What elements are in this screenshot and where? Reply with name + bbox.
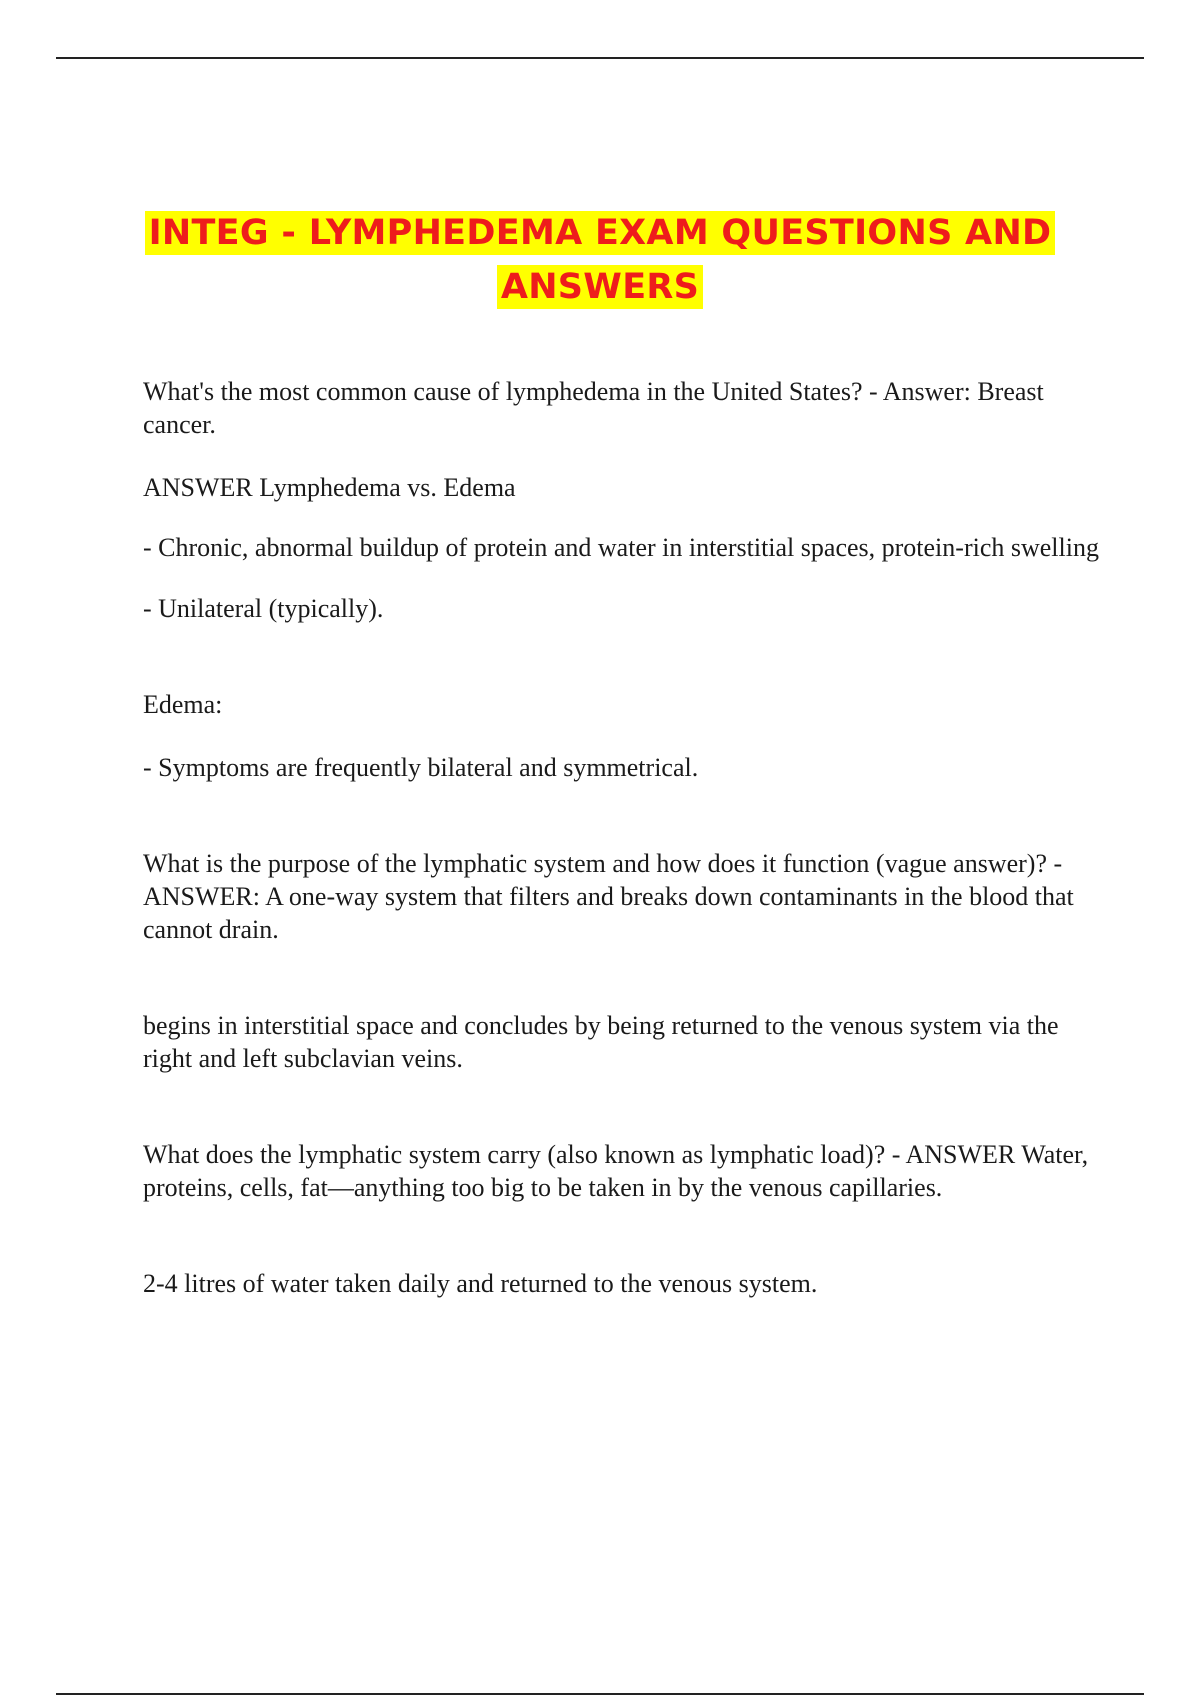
lymphedema-vs-edema-heading: ANSWER Lymphedema vs. Edema [143,473,516,502]
document-title-line-1: INTEG - LYMPHEDEMA EXAM QUESTIONS AND [145,211,1056,255]
lymphedema-unilateral: - Unilateral (typically). [143,594,384,623]
lymphedema-definition: - Chronic, abnormal buildup of protein and water in interstitial spaces, protein-rich swelling [143,533,1099,562]
question-common-cause: What's the most common cause of lymphedema in the United States? - Answer: Breast cancer. [143,377,1044,439]
edema-heading: Edema: [143,690,223,719]
document-body [143,375,1103,1300]
footer-rule [56,1693,1144,1695]
lymphatic-pathway: begins in interstitial space and concludes by being returned to the venous system via the right and left subclavian veins. [143,1011,1059,1073]
document-title [100,206,1100,314]
question-lymphatic-load: What does the lymphatic system carry (also known as lymphatic load)? - ANSWER Water, proteins, cells, fat—anything too big to be taken in by the venous capillaries. [143,1140,1089,1202]
header-rule [56,57,1144,59]
question-lymphatic-purpose: What is the purpose of the lymphatic system and how does it function (vague answer)? - ANSWER: A one-way system that filters and breaks down contaminants in the blood that cannot drain. [143,849,1074,944]
edema-symptoms: - Symptoms are frequently bilateral and symmetrical. [143,753,699,782]
daily-water-volume: 2-4 litres of water taken daily and returned to the venous system. [143,1269,818,1298]
document-title-line-2: ANSWERS [497,265,703,309]
